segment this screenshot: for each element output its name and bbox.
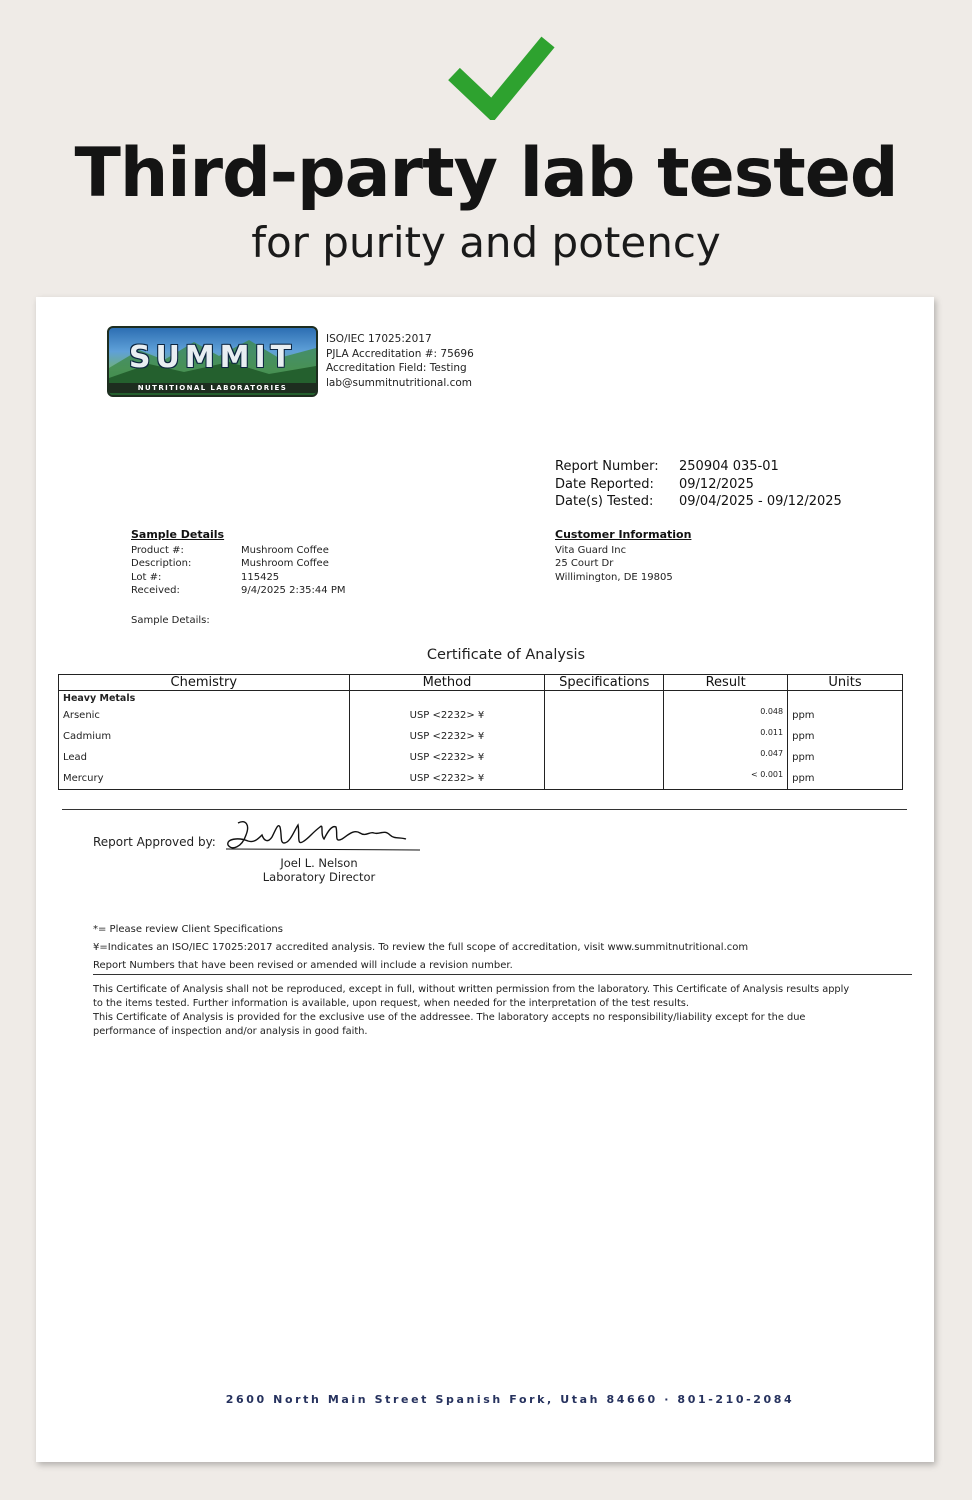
- divider: [93, 974, 912, 975]
- customer-info-block: [555, 528, 691, 584]
- disclaimer-line: This Certificate of Analysis shall not be reproduced, except in full, without written permission from the laboratory. This Certificate of Analysis results apply: [93, 984, 850, 995]
- result-cell: 0.011: [664, 726, 788, 747]
- chemistry-cell: Mercury: [59, 768, 350, 790]
- group-row: [59, 691, 903, 706]
- dates-tested-row: [555, 493, 842, 511]
- spec-cell: [545, 747, 664, 768]
- accreditation-line: ISO/IEC 17025:2017: [326, 333, 432, 345]
- note-line: ¥=Indicates an ISO/IEC 17025:2017 accredited analysis. To review the full scope of accreditation, visit www.summitnutritional.com: [93, 942, 749, 953]
- logo-subtitle: NUTRITIONAL LABORATORIES: [109, 383, 316, 393]
- customer-line: Willimington, DE 19805: [555, 571, 673, 583]
- group-label: Heavy Metals: [59, 691, 350, 706]
- units-cell: ppm: [788, 726, 903, 747]
- customer-info-title: Customer Information: [555, 528, 692, 541]
- result-cell: 0.047: [664, 747, 788, 768]
- sample-details-block: [131, 528, 345, 597]
- sample-details-label: Sample Details:: [131, 615, 210, 626]
- sample-row: [131, 571, 345, 584]
- chemistry-cell: Lead: [59, 747, 350, 768]
- certificate-document: [36, 297, 934, 1462]
- sample-row: [131, 557, 345, 570]
- units-cell: ppm: [788, 768, 903, 790]
- column-header: Units: [788, 675, 903, 691]
- headline: Third-party lab tested: [74, 134, 898, 213]
- chemistry-cell: Arsenic: [59, 705, 350, 726]
- sample-value: Mushroom Coffee: [241, 545, 329, 557]
- sample-label: Lot #:: [131, 571, 162, 583]
- sample-value: 115425: [241, 571, 280, 583]
- report-label: Report Number:: [555, 459, 659, 474]
- method-cell: USP <2232> ¥: [349, 726, 545, 747]
- disclaimer-line: to the items tested. Further information is available, upon request, when needed for the interpretation of the test results.: [93, 998, 690, 1009]
- result-cell: < 0.001: [664, 768, 788, 790]
- checkmark-icon: [446, 34, 556, 120]
- report-value: 09/04/2025 - 09/12/2025: [679, 494, 842, 509]
- column-header: Result: [664, 675, 788, 691]
- signature: [224, 817, 424, 859]
- chemistry-cell: Cadmium: [59, 726, 350, 747]
- column-header: Specifications: [545, 675, 664, 691]
- units-cell: ppm: [788, 747, 903, 768]
- sample-label: Received:: [131, 584, 180, 596]
- disclaimer-block: [93, 983, 893, 1039]
- sample-label: Product #:: [131, 545, 184, 557]
- accreditation-line: Accreditation Field: Testing: [326, 362, 467, 374]
- table-row: [59, 705, 903, 726]
- report-value: 09/12/2025: [679, 476, 754, 492]
- method-cell: USP <2232> ¥: [349, 747, 545, 768]
- units-cell: ppm: [788, 705, 903, 726]
- spec-cell: [545, 705, 664, 726]
- method-cell: USP <2232> ¥: [349, 705, 545, 726]
- customer-line: 25 Court Dr: [555, 558, 614, 570]
- customer-line: Vita Guard Inc: [555, 545, 627, 557]
- table-header-row: [59, 675, 903, 691]
- notes-block: [93, 921, 748, 975]
- sample-row: [131, 544, 345, 557]
- disclaimer-line: This Certificate of Analysis is provided for the exclusive use of the addressee. The laboratory accepts no responsibility/liability except for the due: [93, 1012, 806, 1023]
- sample-row: [131, 584, 345, 597]
- disclaimer-line: performance of inspection and/or analysis in good faith.: [93, 1026, 368, 1037]
- summit-logo: [107, 326, 318, 397]
- table-row: [59, 726, 903, 747]
- column-header: Method: [349, 675, 545, 691]
- signer-block: [254, 856, 384, 884]
- column-header: Chemistry: [59, 675, 350, 691]
- divider: [62, 809, 907, 810]
- logo-wordmark: SUMMIT: [128, 340, 297, 375]
- sample-value: Mushroom Coffee: [241, 558, 329, 570]
- lab-email: lab@summitnutritional.com: [326, 376, 473, 389]
- footer-address: 2600 North Main Street Spanish Fork, Utah 84660 · 801-210-2084: [225, 1393, 795, 1406]
- approved-by-label: Report Approved by:: [93, 835, 216, 849]
- method-cell: USP <2232> ¥: [349, 768, 545, 790]
- accreditation-line: PJLA Accreditation #: 75696: [326, 347, 474, 360]
- table-row: [59, 768, 903, 790]
- coa-title: Certificate of Analysis: [426, 647, 586, 663]
- result-cell: 0.048: [664, 705, 788, 726]
- signer-title: Laboratory Director: [262, 870, 376, 884]
- sample-label: Description:: [131, 558, 192, 570]
- report-label: Date(s) Tested:: [555, 494, 654, 509]
- report-number-row: [555, 458, 842, 476]
- sample-details-title: Sample Details: [131, 528, 225, 541]
- subheadline: for purity and potency: [251, 218, 721, 267]
- accreditation-block: [326, 332, 474, 390]
- note-line: Report Numbers that have been revised or amended will include a revision number.: [93, 960, 513, 971]
- report-value: 250904 035-01: [679, 459, 779, 474]
- sample-value: 9/4/2025 2:35:44 PM: [241, 584, 346, 596]
- spec-cell: [545, 726, 664, 747]
- note-line: *= Please review Client Specifications: [93, 924, 283, 935]
- table-row: [59, 747, 903, 768]
- report-label: Date Reported:: [555, 476, 654, 492]
- signer-name: Joel L. Nelson: [280, 856, 358, 870]
- date-reported-row: [555, 476, 842, 494]
- report-info: [555, 458, 842, 511]
- spec-cell: [545, 768, 664, 790]
- results-table: [58, 674, 903, 790]
